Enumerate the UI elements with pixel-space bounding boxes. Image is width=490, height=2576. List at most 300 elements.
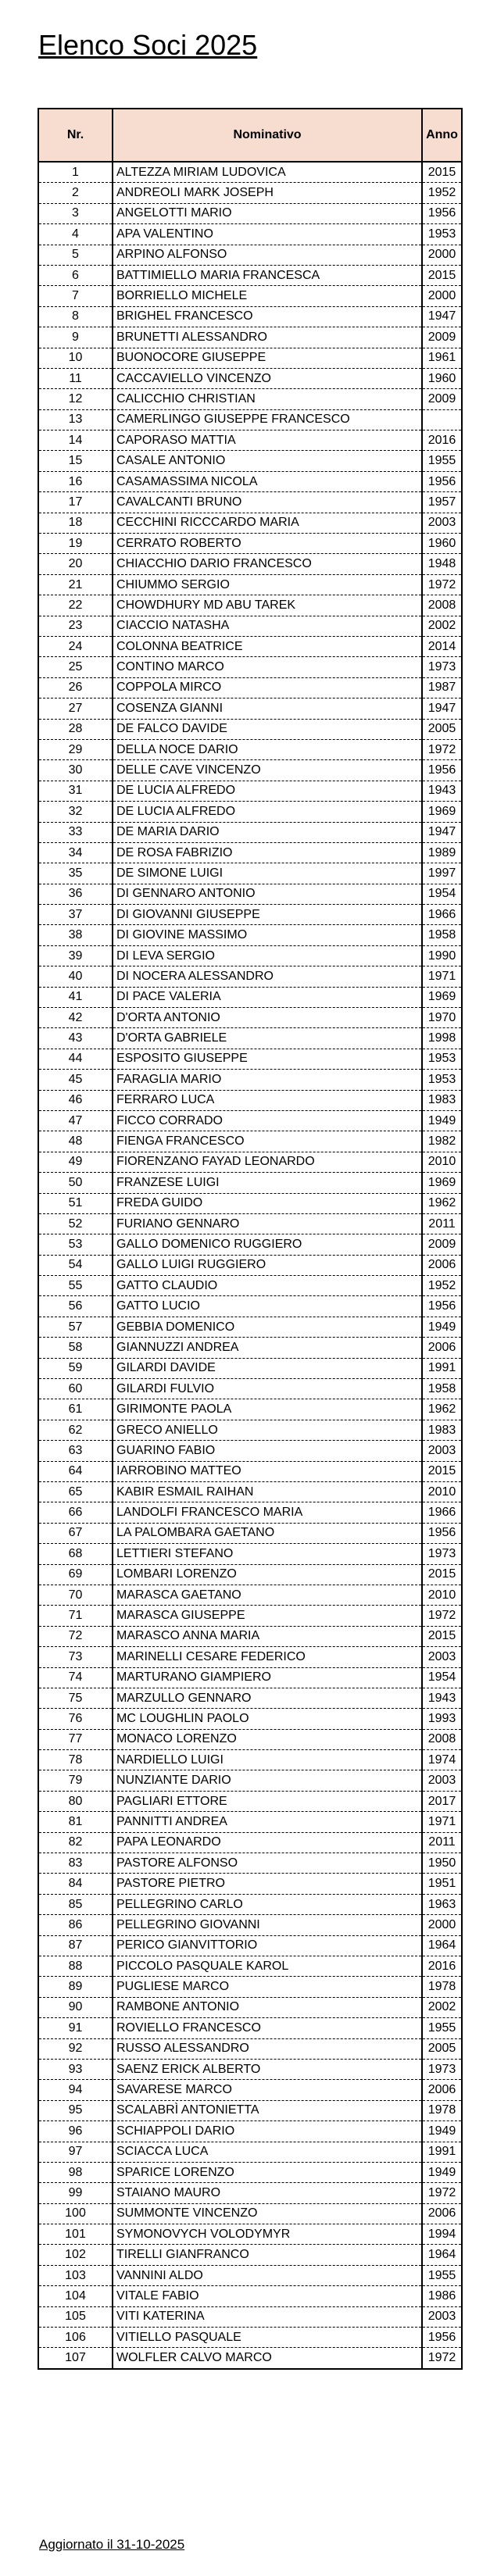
table-row — [38, 1647, 462, 1667]
table-row — [38, 1564, 462, 1585]
cell-anno: 1952 — [422, 1276, 462, 1296]
cell-anno: 1956 — [422, 1296, 462, 1317]
cell-nominativo: PASTORE ALFONSO — [113, 1853, 422, 1874]
cell-nominativo: GALLO LUIGI RUGGIERO — [113, 1255, 422, 1275]
cell-nr: 35 — [38, 863, 113, 884]
cell-anno: 2003 — [422, 1770, 462, 1791]
cell-anno: 1993 — [422, 1709, 462, 1729]
cell-anno: 2008 — [422, 1729, 462, 1749]
cell-anno: 2003 — [422, 2306, 462, 2327]
cell-anno: 2010 — [422, 1482, 462, 1502]
cell-nr: 3 — [38, 203, 113, 223]
cell-nominativo: COPPOLA MIRCO — [113, 677, 422, 698]
cell-anno: 1961 — [422, 348, 462, 368]
cell-nominativo: PELLEGRINO CARLO — [113, 1894, 422, 1914]
table-row — [38, 1482, 462, 1502]
cell-nr: 87 — [38, 1935, 113, 1956]
cell-nr: 60 — [38, 1379, 113, 1399]
cell-nr: 34 — [38, 842, 113, 863]
cell-anno: 1963 — [422, 1894, 462, 1914]
cell-nominativo: PUGLIESE MARCO — [113, 1977, 422, 1997]
cell-nominativo: GUARINO FABIO — [113, 1441, 422, 1461]
cell-nominativo: FIORENZANO FAYAD LEONARDO — [113, 1152, 422, 1172]
table-row — [38, 2203, 462, 2224]
cell-nominativo: LOMBARI LORENZO — [113, 1564, 422, 1585]
cell-anno: 1956 — [422, 203, 462, 223]
cell-nominativo: NUNZIANTE DARIO — [113, 1770, 422, 1791]
cell-nr: 89 — [38, 1977, 113, 1997]
table-row — [38, 945, 462, 966]
cell-anno: 1960 — [422, 368, 462, 388]
cell-nominativo: WOLFLER CALVO MARCO — [113, 2348, 422, 2369]
table-row — [38, 203, 462, 223]
cell-anno: 1989 — [422, 842, 462, 863]
cell-anno: 2011 — [422, 1213, 462, 1234]
cell-nominativo: FICCO CORRADO — [113, 1110, 422, 1131]
cell-anno: 2015 — [422, 162, 462, 183]
cell-anno: 1974 — [422, 1750, 462, 1770]
cell-nominativo: ALTEZZA MIRIAM LUDOVICA — [113, 162, 422, 183]
cell-nr: 15 — [38, 451, 113, 471]
table-row — [38, 1709, 462, 1729]
cell-nr: 95 — [38, 2100, 113, 2120]
cell-anno: 2000 — [422, 286, 462, 306]
table-row — [38, 1131, 462, 1152]
cell-anno: 1953 — [422, 1049, 462, 1069]
cell-nominativo: MARTURANO GIAMPIERO — [113, 1667, 422, 1688]
cell-anno: 1987 — [422, 677, 462, 698]
cell-nr: 39 — [38, 945, 113, 966]
table-row — [38, 719, 462, 739]
cell-nr: 106 — [38, 2328, 113, 2348]
cell-nominativo: FERRARO LUCA — [113, 1090, 422, 1110]
cell-anno: 1958 — [422, 1379, 462, 1399]
cell-nr: 90 — [38, 1997, 113, 2017]
table-row — [38, 2348, 462, 2369]
cell-nominativo: SUMMONTE VINCENZO — [113, 2203, 422, 2224]
cell-nr: 66 — [38, 1502, 113, 1523]
table-row — [38, 534, 462, 554]
column-header-nr: Nr. — [38, 109, 113, 162]
cell-nominativo: COSENZA GIANNI — [113, 698, 422, 719]
cell-nr: 31 — [38, 781, 113, 801]
cell-anno: 2017 — [422, 1791, 462, 1811]
cell-nominativo: DE LUCIA ALFREDO — [113, 781, 422, 801]
table-row — [38, 1028, 462, 1049]
cell-nominativo: CASALE ANTONIO — [113, 451, 422, 471]
table-row — [38, 245, 462, 265]
cell-anno: 1947 — [422, 698, 462, 719]
cell-nominativo: VANNINI ALDO — [113, 2265, 422, 2285]
cell-nr: 97 — [38, 2142, 113, 2162]
table-row — [38, 2100, 462, 2120]
table-row — [38, 1977, 462, 1997]
table-row — [38, 842, 462, 863]
table-row — [38, 739, 462, 759]
cell-anno: 1957 — [422, 492, 462, 513]
cell-nominativo: LA PALOMBARA GAETANO — [113, 1523, 422, 1543]
table-row — [38, 265, 462, 285]
cell-nr: 100 — [38, 2203, 113, 2224]
cell-nominativo: VITALE FABIO — [113, 2286, 422, 2306]
cell-nominativo: DE MARIA DARIO — [113, 822, 422, 842]
cell-nominativo: ROVIELLO FRANCESCO — [113, 2018, 422, 2038]
cell-anno: 1973 — [422, 2059, 462, 2079]
cell-nominativo: GIANNUZZI ANDREA — [113, 1338, 422, 1358]
cell-nominativo: CHIACCHIO DARIO FRANCESCO — [113, 554, 422, 574]
cell-nominativo: FURIANO GENNARO — [113, 1213, 422, 1234]
cell-nr: 57 — [38, 1317, 113, 1337]
cell-anno: 1969 — [422, 802, 462, 822]
cell-anno: 1983 — [422, 1090, 462, 1110]
table-row — [38, 657, 462, 677]
column-header-anno: Anno — [422, 109, 462, 162]
cell-anno: 1953 — [422, 224, 462, 245]
cell-nr: 61 — [38, 1399, 113, 1420]
cell-nominativo: FREDA GUIDO — [113, 1193, 422, 1213]
cell-nominativo: D'ORTA GABRIELE — [113, 1028, 422, 1049]
cell-anno: 2015 — [422, 265, 462, 285]
cell-nr: 18 — [38, 513, 113, 533]
cell-nominativo: DI GIOVINE MASSIMO — [113, 925, 422, 945]
table-header-row — [38, 109, 462, 162]
cell-nr: 98 — [38, 2162, 113, 2182]
cell-nominativo: PELLEGRINO GIOVANNI — [113, 1915, 422, 1935]
cell-nominativo: CHOWDHURY MD ABU TAREK — [113, 595, 422, 616]
table-row — [38, 760, 462, 781]
cell-nr: 48 — [38, 1131, 113, 1152]
table-row — [38, 2142, 462, 2162]
cell-anno: 1970 — [422, 1008, 462, 1028]
cell-nr: 62 — [38, 1420, 113, 1440]
cell-nominativo: APA VALENTINO — [113, 224, 422, 245]
cell-nr: 58 — [38, 1338, 113, 1358]
cell-nominativo: DELLA NOCE DARIO — [113, 739, 422, 759]
cell-nr: 55 — [38, 1276, 113, 1296]
table-row — [38, 677, 462, 698]
cell-nr: 91 — [38, 2018, 113, 2038]
cell-nr: 47 — [38, 1110, 113, 1131]
table-row — [38, 574, 462, 595]
table-row — [38, 1461, 462, 1481]
cell-anno: 1978 — [422, 1977, 462, 1997]
cell-nominativo: NARDIELLO LUIGI — [113, 1750, 422, 1770]
table-row — [38, 1544, 462, 1564]
cell-nominativo: PAGLIARI ETTORE — [113, 1791, 422, 1811]
table-row — [38, 1317, 462, 1337]
cell-nr: 25 — [38, 657, 113, 677]
table-row — [38, 1049, 462, 1069]
cell-nr: 81 — [38, 1812, 113, 1832]
cell-nominativo: GATTO LUCIO — [113, 1296, 422, 1317]
table-row — [38, 1090, 462, 1110]
cell-nominativo: GEBBIA DOMENICO — [113, 1317, 422, 1337]
cell-nr: 23 — [38, 616, 113, 636]
cell-nominativo: MARINELLI CESARE FEDERICO — [113, 1647, 422, 1667]
cell-nr: 94 — [38, 2080, 113, 2100]
cell-anno: 1969 — [422, 1173, 462, 1193]
cell-nr: 84 — [38, 1874, 113, 1894]
table-row — [38, 1750, 462, 1770]
table-row — [38, 1606, 462, 1626]
cell-nr: 107 — [38, 2348, 113, 2369]
cell-anno: 2006 — [422, 1338, 462, 1358]
cell-nominativo: STAIANO MAURO — [113, 2183, 422, 2203]
cell-nominativo: DELLE CAVE VINCENZO — [113, 760, 422, 781]
cell-nominativo: PANNITTI ANDREA — [113, 1812, 422, 1832]
cell-nr: 30 — [38, 760, 113, 781]
table-row — [38, 863, 462, 884]
cell-nr: 93 — [38, 2059, 113, 2079]
cell-nominativo: GRECO ANIELLO — [113, 1420, 422, 1440]
cell-nr: 42 — [38, 1008, 113, 1028]
table-row — [38, 431, 462, 451]
table-row — [38, 1420, 462, 1440]
cell-anno: 1955 — [422, 2018, 462, 2038]
cell-anno: 2005 — [422, 2038, 462, 2059]
cell-anno — [422, 409, 462, 430]
table-row — [38, 1173, 462, 1193]
cell-nr: 37 — [38, 905, 113, 925]
cell-nominativo: SAVARESE MARCO — [113, 2080, 422, 2100]
cell-nr: 6 — [38, 265, 113, 285]
cell-anno: 1997 — [422, 863, 462, 884]
table-row — [38, 1441, 462, 1461]
cell-nominativo: BORRIELLO MICHELE — [113, 286, 422, 306]
cell-nominativo: KABIR ESMAIL RAIHAN — [113, 1482, 422, 1502]
page-title: Elenco Soci 2025 — [38, 29, 258, 61]
table-row — [38, 884, 462, 904]
cell-nominativo: DE FALCO DAVIDE — [113, 719, 422, 739]
cell-anno: 1954 — [422, 1667, 462, 1688]
cell-nr: 71 — [38, 1606, 113, 1626]
cell-anno: 2015 — [422, 1626, 462, 1646]
cell-anno: 2006 — [422, 1255, 462, 1275]
cell-nr: 1 — [38, 162, 113, 183]
table-row — [38, 1853, 462, 1874]
cell-nominativo: SPARICE LORENZO — [113, 2162, 422, 2182]
table-row — [38, 2162, 462, 2182]
cell-nominativo: PAPA LEONARDO — [113, 1832, 422, 1853]
cell-nr: 38 — [38, 925, 113, 945]
cell-anno: 2006 — [422, 2203, 462, 2224]
cell-anno: 1953 — [422, 1070, 462, 1090]
cell-nominativo: CECCHINI RICCCARDO MARIA — [113, 513, 422, 533]
cell-nominativo: MARASCA GAETANO — [113, 1585, 422, 1605]
cell-nominativo: FARAGLIA MARIO — [113, 1070, 422, 1090]
cell-nr: 101 — [38, 2224, 113, 2245]
cell-anno: 2014 — [422, 636, 462, 656]
cell-anno: 1983 — [422, 1420, 462, 1440]
table-row — [38, 1626, 462, 1646]
cell-nominativo: MARZULLO GENNARO — [113, 1688, 422, 1708]
cell-anno: 1991 — [422, 2142, 462, 2162]
cell-nominativo: CAPORASO MATTIA — [113, 431, 422, 451]
table-row — [38, 492, 462, 513]
cell-anno: 1972 — [422, 2348, 462, 2369]
cell-nr: 102 — [38, 2245, 113, 2265]
cell-nr: 104 — [38, 2286, 113, 2306]
cell-anno: 2016 — [422, 1956, 462, 1976]
cell-nr: 45 — [38, 1070, 113, 1090]
cell-nr: 8 — [38, 306, 113, 327]
cell-nominativo: SCHIAPPOLI DARIO — [113, 2121, 422, 2142]
table-row — [38, 1193, 462, 1213]
cell-nominativo: ANGELOTTI MARIO — [113, 203, 422, 223]
cell-nominativo: D'ORTA ANTONIO — [113, 1008, 422, 1028]
table-row — [38, 698, 462, 719]
cell-anno: 1956 — [422, 760, 462, 781]
cell-nominativo: DI GENNARO ANTONIO — [113, 884, 422, 904]
cell-nr: 80 — [38, 1791, 113, 1811]
cell-anno: 1949 — [422, 2121, 462, 2142]
cell-nr: 52 — [38, 1213, 113, 1234]
cell-anno: 1960 — [422, 534, 462, 554]
table-row — [38, 327, 462, 348]
cell-nr: 14 — [38, 431, 113, 451]
cell-nr: 64 — [38, 1461, 113, 1481]
cell-nr: 99 — [38, 2183, 113, 2203]
cell-nominativo: PASTORE PIETRO — [113, 1874, 422, 1894]
cell-anno: 1952 — [422, 183, 462, 203]
table-row — [38, 1915, 462, 1935]
table-row — [38, 1874, 462, 1894]
cell-nr: 41 — [38, 987, 113, 1007]
table-row — [38, 1358, 462, 1378]
table-row — [38, 966, 462, 987]
cell-anno: 1948 — [422, 554, 462, 574]
table-row — [38, 2183, 462, 2203]
cell-nr: 86 — [38, 1915, 113, 1935]
table-row — [38, 1008, 462, 1028]
cell-nr: 67 — [38, 1523, 113, 1543]
cell-nominativo: RUSSO ALESSANDRO — [113, 2038, 422, 2059]
cell-nominativo: ESPOSITO GIUSEPPE — [113, 1049, 422, 1069]
table-row — [38, 1956, 462, 1976]
cell-nominativo: FIENGA FRANCESCO — [113, 1131, 422, 1152]
cell-nr: 75 — [38, 1688, 113, 1708]
cell-nr: 88 — [38, 1956, 113, 1976]
cell-nr: 24 — [38, 636, 113, 656]
cell-nr: 5 — [38, 245, 113, 265]
cell-anno: 1991 — [422, 1358, 462, 1378]
table-row — [38, 2265, 462, 2285]
cell-nr: 82 — [38, 1832, 113, 1853]
cell-anno: 1962 — [422, 1399, 462, 1420]
cell-nominativo: BRUNETTI ALESSANDRO — [113, 327, 422, 348]
table-row — [38, 2286, 462, 2306]
table-row — [38, 802, 462, 822]
cell-anno: 2006 — [422, 2080, 462, 2100]
table-row — [38, 1832, 462, 1853]
cell-anno: 1955 — [422, 2265, 462, 2285]
cell-anno: 2000 — [422, 1915, 462, 1935]
cell-nominativo: BRIGHEL FRANCESCO — [113, 306, 422, 327]
cell-nr: 49 — [38, 1152, 113, 1172]
cell-nr: 53 — [38, 1234, 113, 1255]
cell-nominativo: GALLO DOMENICO RUGGIERO — [113, 1234, 422, 1255]
cell-anno: 1956 — [422, 1523, 462, 1543]
cell-nominativo: GILARDI DAVIDE — [113, 1358, 422, 1378]
table-row — [38, 348, 462, 368]
cell-anno: 1955 — [422, 451, 462, 471]
cell-nominativo: DI PACE VALERIA — [113, 987, 422, 1007]
cell-anno: 1972 — [422, 2183, 462, 2203]
cell-anno: 2005 — [422, 719, 462, 739]
cell-nr: 22 — [38, 595, 113, 616]
cell-anno: 1949 — [422, 1110, 462, 1131]
cell-nominativo: DI NOCERA ALESSANDRO — [113, 966, 422, 987]
cell-nr: 19 — [38, 534, 113, 554]
cell-anno: 1978 — [422, 2100, 462, 2120]
cell-anno: 1982 — [422, 1131, 462, 1152]
cell-anno: 2010 — [422, 1152, 462, 1172]
cell-nominativo: ARPINO ALFONSO — [113, 245, 422, 265]
cell-anno: 1973 — [422, 657, 462, 677]
cell-nr: 29 — [38, 739, 113, 759]
cell-nominativo: DI LEVA SERGIO — [113, 945, 422, 966]
cell-anno: 2008 — [422, 595, 462, 616]
cell-nr: 17 — [38, 492, 113, 513]
cell-anno: 2015 — [422, 1461, 462, 1481]
cell-anno: 1947 — [422, 822, 462, 842]
cell-nominativo: BUONOCORE GIUSEPPE — [113, 348, 422, 368]
table-row — [38, 1338, 462, 1358]
cell-nr: 73 — [38, 1647, 113, 1667]
cell-anno: 1943 — [422, 1688, 462, 1708]
cell-nr: 50 — [38, 1173, 113, 1193]
cell-nr: 56 — [38, 1296, 113, 1317]
table-row — [38, 368, 462, 388]
cell-anno: 1954 — [422, 884, 462, 904]
cell-nr: 9 — [38, 327, 113, 348]
cell-anno: 1962 — [422, 1193, 462, 1213]
cell-nr: 63 — [38, 1441, 113, 1461]
cell-anno: 2009 — [422, 1234, 462, 1255]
table-row — [38, 987, 462, 1007]
cell-nr: 4 — [38, 224, 113, 245]
table-row — [38, 409, 462, 430]
table-row — [38, 905, 462, 925]
table-row — [38, 1070, 462, 1090]
table-row — [38, 389, 462, 409]
members-table — [38, 108, 463, 2370]
cell-anno: 1966 — [422, 1502, 462, 1523]
cell-anno: 1990 — [422, 945, 462, 966]
cell-anno: 1972 — [422, 574, 462, 595]
cell-nr: 11 — [38, 368, 113, 388]
table-row — [38, 2018, 462, 2038]
cell-anno: 2015 — [422, 1564, 462, 1585]
cell-nr: 85 — [38, 1894, 113, 1914]
table-row — [38, 2306, 462, 2327]
table-row — [38, 1502, 462, 1523]
cell-nr: 2 — [38, 183, 113, 203]
cell-nominativo: DE ROSA FABRIZIO — [113, 842, 422, 863]
table-row — [38, 2245, 462, 2265]
table-row — [38, 183, 462, 203]
table-row — [38, 2038, 462, 2059]
cell-nr: 74 — [38, 1667, 113, 1688]
cell-anno: 1972 — [422, 739, 462, 759]
table-row — [38, 224, 462, 245]
cell-anno: 1958 — [422, 925, 462, 945]
table-row — [38, 306, 462, 327]
cell-nr: 26 — [38, 677, 113, 698]
cell-anno: 2000 — [422, 245, 462, 265]
cell-anno: 2016 — [422, 431, 462, 451]
table-row — [38, 781, 462, 801]
